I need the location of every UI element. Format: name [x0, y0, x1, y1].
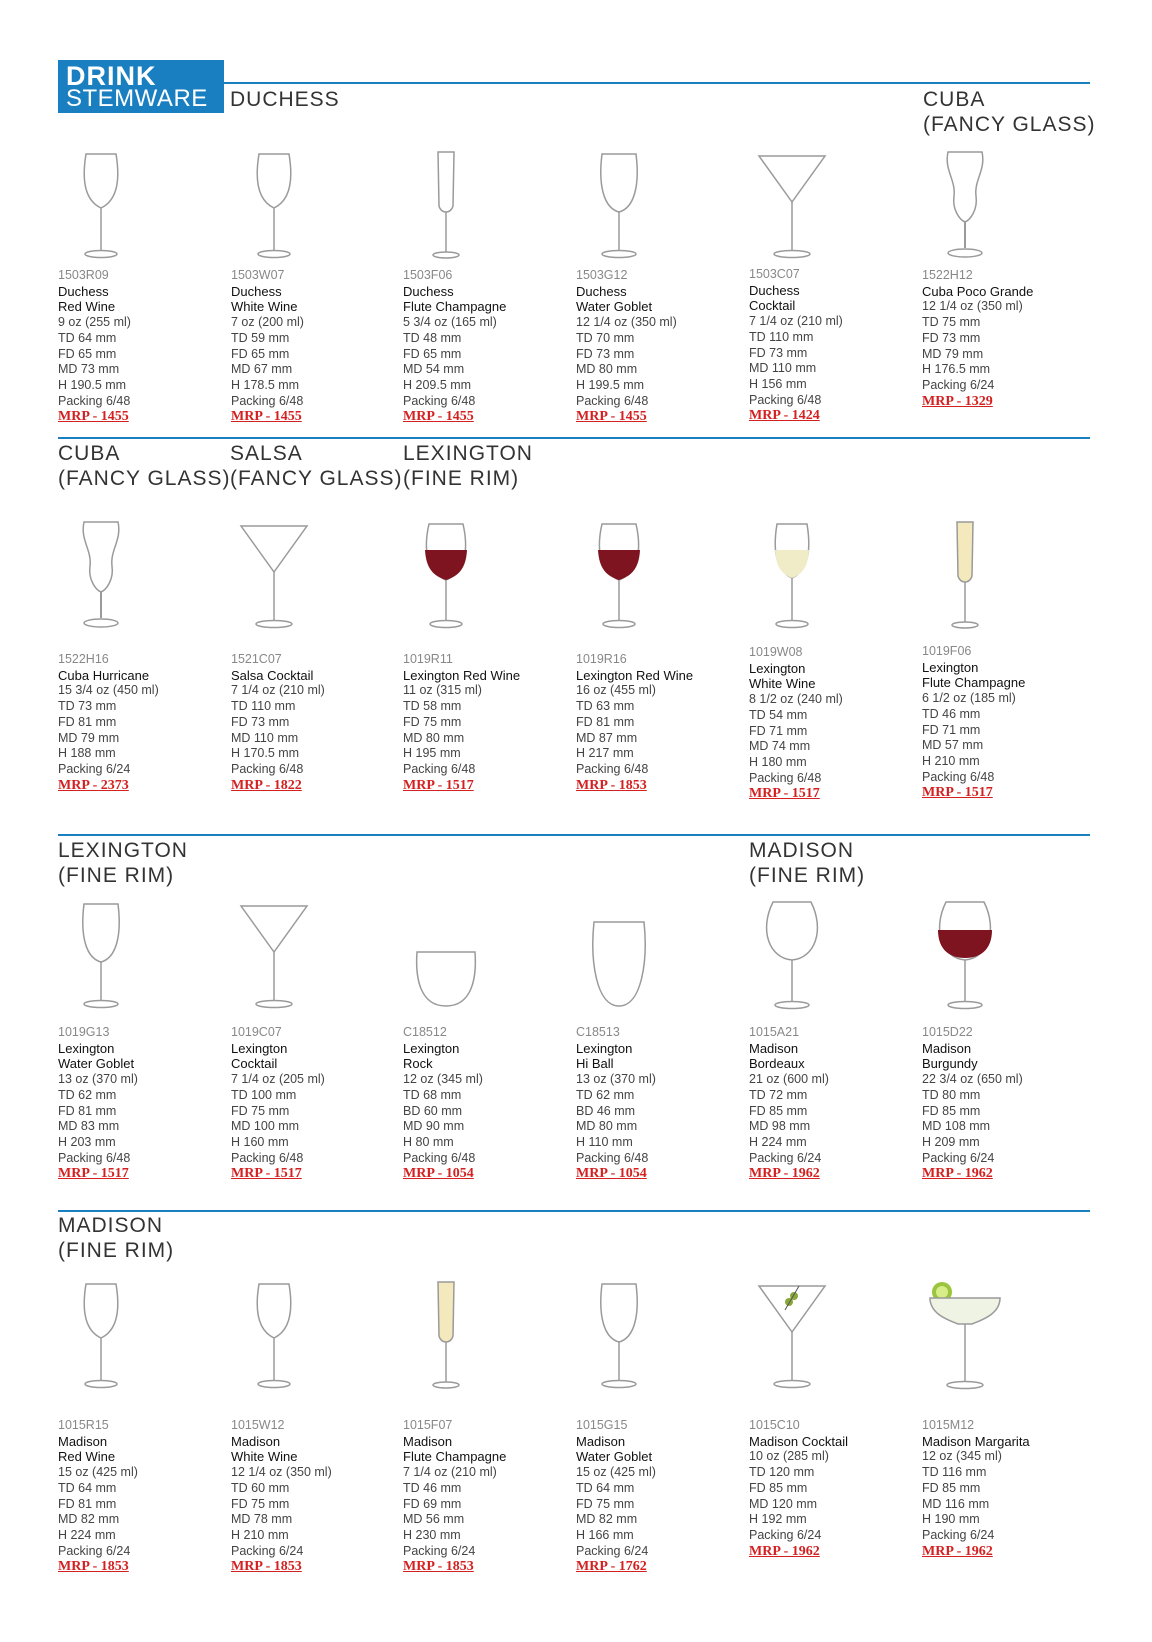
product-spec: FD 71 mm — [749, 723, 808, 738]
product-spec: 21 oz (600 ml) — [749, 1072, 829, 1087]
product-price: MRP - 1517 — [231, 1166, 302, 1182]
product-name: Madison Cocktail — [749, 1433, 848, 1449]
divider-1 — [224, 82, 1090, 84]
product-name: Duchess — [403, 283, 454, 299]
product-code: 1503F06 — [403, 268, 453, 282]
product-card — [231, 1025, 399, 1182]
product-spec: 7 1/4 oz (210 ml) — [403, 1465, 497, 1480]
product-variant: Cocktail — [231, 1056, 278, 1072]
product-spec: Packing 6/48 — [922, 769, 995, 784]
product-spec: FD 85 mm — [922, 1103, 981, 1118]
product-variant: Water Goblet — [58, 1056, 135, 1072]
product-spec: MD 120 mm — [749, 1496, 818, 1511]
wine-glass-icon — [229, 150, 319, 262]
product-spec: BD 46 mm — [576, 1103, 636, 1118]
product-spec: 12 1/4 oz (350 ml) — [922, 299, 1023, 314]
product-price: MRP - 1517 — [403, 777, 474, 793]
product-card — [231, 652, 399, 793]
product-spec: Packing 6/24 — [922, 377, 995, 392]
product-price: MRP - 1517 — [58, 1166, 129, 1182]
product-name: Madison — [922, 1040, 972, 1056]
product-spec: H 209 mm — [922, 1134, 980, 1149]
product-price: MRP - 1853 — [403, 1559, 474, 1575]
product-spec: H 188 mm — [58, 746, 116, 761]
red-wine-glass-icon — [401, 520, 491, 632]
product-spec: Packing 6/48 — [231, 761, 304, 776]
product-spec: H 160 mm — [231, 1134, 289, 1149]
section-title-cuba: CUBA (FANCY GLASS) — [923, 88, 1096, 136]
product-variant: White Wine — [749, 676, 816, 692]
product-spec: Packing 6/48 — [749, 392, 822, 407]
product-card — [749, 645, 917, 802]
product-name: Duchess — [576, 283, 627, 299]
product-spec: FD 71 mm — [922, 722, 981, 737]
product-name: Lexington — [922, 659, 979, 675]
wine-glass-icon — [56, 1280, 146, 1392]
product-card — [58, 652, 226, 793]
product-spec: TD 46 mm — [403, 1480, 462, 1495]
product-spec: FD 65 mm — [403, 346, 462, 361]
product-spec: TD 100 mm — [231, 1087, 297, 1102]
product-code: 1503R09 — [58, 268, 109, 282]
product-spec: H 180 mm — [749, 754, 807, 769]
white-wine-glass-icon — [747, 520, 837, 632]
product-spec: FD 65 mm — [58, 346, 117, 361]
product-spec: BD 60 mm — [403, 1103, 463, 1118]
goblet-glass-icon — [574, 1280, 664, 1392]
olive-cocktail-glass-icon — [747, 1280, 837, 1392]
product-card — [403, 268, 571, 425]
product-price: MRP - 1054 — [576, 1166, 647, 1182]
hurricane-glass-icon — [56, 520, 146, 632]
product-spec: H 224 mm — [58, 1527, 116, 1542]
product-spec: H 156 mm — [749, 376, 807, 391]
divider-4 — [58, 1210, 1090, 1212]
product-spec: FD 85 mm — [749, 1103, 808, 1118]
product-variant: Flute Champagne — [403, 299, 507, 315]
product-variant: Flute Champagne — [922, 675, 1026, 691]
divider-2 — [58, 437, 1090, 439]
product-spec: MD 108 mm — [922, 1119, 991, 1134]
product-price: MRP - 1517 — [922, 785, 993, 801]
product-spec: TD 48 mm — [403, 330, 462, 345]
product-code: 1522H16 — [58, 652, 109, 666]
product-spec: 15 oz (425 ml) — [576, 1465, 656, 1480]
product-name: Lexington — [58, 1040, 115, 1056]
product-spec: TD 73 mm — [58, 699, 117, 714]
product-spec: 16 oz (455 ml) — [576, 683, 656, 698]
product-card — [403, 652, 571, 793]
product-spec: H 178.5 mm — [231, 377, 300, 392]
product-spec: Packing 6/48 — [749, 770, 822, 785]
product-spec: TD 64 mm — [58, 1480, 117, 1495]
product-spec: 5 3/4 oz (165 ml) — [403, 315, 497, 330]
product-card — [403, 1418, 571, 1575]
product-spec: FD 81 mm — [58, 1496, 117, 1511]
section-title-madison: MADISON (FINE RIM) — [58, 1214, 175, 1262]
product-spec: MD 98 mm — [749, 1119, 811, 1134]
product-code: 1015G15 — [576, 1418, 628, 1432]
product-spec: H 110 mm — [576, 1134, 633, 1149]
product-spec: Packing 6/24 — [58, 761, 131, 776]
product-spec: FD 81 mm — [58, 714, 117, 729]
product-card — [576, 652, 744, 793]
product-spec: 15 oz (425 ml) — [58, 1465, 138, 1480]
product-price: MRP - 1853 — [231, 1559, 302, 1575]
section-title-lexington: LEXINGTON (FINE RIM) — [403, 442, 533, 490]
badge-title-bold: DRINK — [66, 61, 157, 91]
product-spec: TD 62 mm — [58, 1087, 117, 1102]
product-spec: Packing 6/24 — [58, 1543, 131, 1558]
product-price: MRP - 1054 — [403, 1166, 474, 1182]
product-spec: TD 110 mm — [749, 329, 814, 344]
product-spec: 6 1/2 oz (185 ml) — [922, 691, 1016, 706]
product-spec: FD 85 mm — [749, 1480, 808, 1495]
bordeaux-glass-icon — [747, 900, 837, 1012]
product-price: MRP - 2373 — [58, 777, 129, 793]
product-code: 1019F06 — [922, 644, 972, 658]
hurricane-glass-icon — [920, 150, 1010, 262]
product-spec: Packing 6/48 — [58, 393, 131, 408]
product-variant: Water Goblet — [576, 299, 653, 315]
divider-3 — [58, 834, 1090, 836]
product-spec: H 217 mm — [576, 746, 634, 761]
product-spec: FD 75 mm — [403, 714, 462, 729]
champagne-flute-icon — [401, 1280, 491, 1392]
product-name: Lexington — [231, 1040, 288, 1056]
product-name: Duchess — [749, 282, 800, 298]
product-code: 1019R11 — [403, 652, 453, 666]
product-code: 1015A21 — [749, 1025, 800, 1039]
product-spec: TD 62 mm — [576, 1087, 635, 1102]
product-price: MRP - 1329 — [922, 393, 993, 409]
product-spec: MD 78 mm — [231, 1512, 293, 1527]
product-variant: Red Wine — [58, 1449, 116, 1465]
wine-glass-icon — [56, 150, 146, 262]
product-price: MRP - 1962 — [749, 1166, 820, 1182]
section-title-salsa: SALSA (FANCY GLASS) — [230, 442, 403, 490]
product-spec: FD 85 mm — [922, 1480, 981, 1495]
product-spec: MD 110 mm — [231, 730, 299, 745]
product-spec: MD 80 mm — [576, 362, 638, 377]
product-price: MRP - 1455 — [58, 409, 129, 425]
product-card — [922, 1025, 1090, 1182]
red-wine-glass-icon — [574, 520, 664, 632]
product-card — [749, 267, 917, 424]
product-name: Lexington — [749, 660, 806, 676]
product-spec: 12 1/4 oz (350 ml) — [231, 1465, 332, 1480]
product-card — [58, 1418, 226, 1575]
product-spec: Packing 6/48 — [576, 393, 649, 408]
product-spec: 10 oz (285 ml) — [749, 1449, 829, 1464]
product-spec: H 190 mm — [922, 1512, 980, 1527]
product-spec: MD 87 mm — [576, 730, 638, 745]
product-variant: White Wine — [231, 299, 298, 315]
section-title-cuba: CUBA (FANCY GLASS) — [58, 442, 231, 490]
product-name: Salsa Cocktail — [231, 667, 314, 683]
product-spec: Packing 6/48 — [231, 393, 304, 408]
product-spec: MD 54 mm — [403, 362, 465, 377]
product-code: 1019R16 — [576, 652, 627, 666]
goblet-glass-icon — [56, 900, 146, 1012]
product-spec: FD 81 mm — [576, 714, 635, 729]
product-spec: 8 1/2 oz (240 ml) — [749, 692, 843, 707]
product-spec: MD 82 mm — [58, 1512, 120, 1527]
product-variant: Rock — [403, 1056, 433, 1072]
product-spec: FD 75 mm — [576, 1496, 635, 1511]
product-spec: MD 116 mm — [922, 1496, 990, 1511]
product-code: 1015C10 — [749, 1418, 800, 1432]
product-spec: FD 73 mm — [922, 330, 981, 345]
product-name: Madison — [576, 1433, 626, 1449]
product-spec: MD 82 mm — [576, 1512, 638, 1527]
cocktail-glass-icon — [229, 520, 319, 632]
product-card — [749, 1025, 917, 1182]
product-name: Madison — [231, 1433, 281, 1449]
product-spec: H 210 mm — [922, 753, 980, 768]
product-spec: H 192 mm — [749, 1512, 807, 1527]
product-price: MRP - 1853 — [576, 777, 647, 793]
product-spec: 12 oz (345 ml) — [403, 1072, 483, 1087]
product-name: Cuba Hurricane — [58, 667, 150, 683]
product-name: Madison Margarita — [922, 1433, 1030, 1449]
product-spec: H 224 mm — [749, 1134, 807, 1149]
product-spec: TD 64 mm — [58, 330, 117, 345]
product-variant: White Wine — [231, 1449, 298, 1465]
product-price: MRP - 1822 — [231, 777, 302, 793]
product-code: 1019C07 — [231, 1025, 282, 1039]
product-variant: Burgundy — [922, 1056, 978, 1072]
product-spec: Packing 6/48 — [403, 761, 476, 776]
product-spec: Packing 6/24 — [749, 1150, 822, 1165]
product-spec: H 195 mm — [403, 746, 461, 761]
product-spec: TD 70 mm — [576, 330, 635, 345]
product-price: MRP - 1962 — [922, 1166, 993, 1182]
product-spec: MD 67 mm — [231, 362, 293, 377]
flute-glass-icon — [401, 150, 491, 262]
product-spec: TD 60 mm — [231, 1480, 290, 1495]
product-card — [576, 1025, 744, 1182]
product-spec: FD 65 mm — [231, 346, 290, 361]
product-spec: H 170.5 mm — [231, 746, 300, 761]
product-spec: FD 75 mm — [231, 1103, 290, 1118]
product-card — [922, 644, 1090, 801]
product-name: Cuba Poco Grande — [922, 283, 1034, 299]
product-spec: H 230 mm — [403, 1527, 461, 1542]
product-card — [58, 1025, 226, 1182]
product-code: 1019W08 — [749, 645, 803, 659]
product-spec: 11 oz (315 ml) — [403, 683, 482, 698]
product-spec: Packing 6/48 — [403, 393, 476, 408]
product-spec: MD 110 mm — [749, 361, 817, 376]
product-name: Duchess — [231, 283, 282, 299]
product-spec: MD 100 mm — [231, 1119, 300, 1134]
product-variant: Flute Champagne — [403, 1449, 507, 1465]
product-spec: TD 116 mm — [922, 1465, 987, 1480]
product-code: 1015W12 — [231, 1418, 285, 1432]
product-spec: 12 oz (345 ml) — [922, 1449, 1002, 1464]
product-spec: MD 73 mm — [58, 362, 120, 377]
product-spec: 7 1/4 oz (205 ml) — [231, 1072, 325, 1087]
product-code: 1522H12 — [922, 268, 973, 282]
product-spec: H 209.5 mm — [403, 377, 472, 392]
product-name: Lexington — [403, 1040, 460, 1056]
product-card — [231, 268, 399, 425]
product-spec: H 190.5 mm — [58, 377, 127, 392]
product-price: MRP - 1517 — [749, 786, 820, 802]
product-spec: TD 68 mm — [403, 1087, 462, 1102]
product-spec: 13 oz (370 ml) — [576, 1072, 656, 1087]
product-name: Duchess — [58, 283, 109, 299]
product-spec: MD 79 mm — [58, 730, 120, 745]
product-spec: TD 54 mm — [749, 707, 808, 722]
margarita-glass-icon — [920, 1280, 1010, 1392]
product-name: Madison — [749, 1040, 799, 1056]
product-spec: MD 83 mm — [58, 1119, 120, 1134]
product-name: Lexington Red Wine — [576, 667, 694, 683]
product-spec: MD 90 mm — [403, 1119, 465, 1134]
cocktail-glass-icon — [229, 900, 319, 1012]
product-spec: MD 74 mm — [749, 739, 811, 754]
product-spec: H 203 mm — [58, 1134, 116, 1149]
product-spec: H 210 mm — [231, 1527, 289, 1542]
product-spec: 7 oz (200 ml) — [231, 315, 304, 330]
product-code: 1019G13 — [58, 1025, 110, 1039]
product-price: MRP - 1762 — [576, 1559, 647, 1575]
product-spec: 15 3/4 oz (450 ml) — [58, 683, 159, 698]
product-spec: FD 73 mm — [231, 714, 290, 729]
product-code: 1503W07 — [231, 268, 285, 282]
product-spec: Packing 6/48 — [58, 1150, 131, 1165]
product-price: MRP - 1455 — [576, 409, 647, 425]
product-code: 1521C07 — [231, 652, 282, 666]
product-price: MRP - 1962 — [922, 1543, 993, 1559]
product-card — [576, 268, 744, 425]
product-spec: TD 64 mm — [576, 1480, 635, 1495]
product-spec: H 176.5 mm — [922, 362, 991, 377]
cocktail-glass-icon — [747, 150, 837, 262]
product-price: MRP - 1455 — [231, 409, 302, 425]
rock-glass-icon — [401, 900, 491, 1012]
hiball-glass-icon — [574, 900, 664, 1012]
product-card — [922, 1418, 1090, 1559]
product-spec: Packing 6/24 — [922, 1527, 995, 1542]
badge-title-light: STEMWARE — [66, 85, 208, 112]
product-code: C18513 — [576, 1025, 620, 1039]
product-price: MRP - 1455 — [403, 409, 474, 425]
section-title-duchess: DUCHESS — [230, 88, 340, 111]
product-code: 1015D22 — [922, 1025, 973, 1039]
product-card — [58, 268, 226, 425]
product-spec: FD 73 mm — [576, 346, 635, 361]
product-spec: TD 80 mm — [922, 1087, 981, 1102]
product-spec: H 80 mm — [403, 1134, 454, 1149]
product-card — [231, 1418, 399, 1575]
product-spec: TD 63 mm — [576, 699, 635, 714]
product-spec: TD 110 mm — [231, 699, 296, 714]
section-title-lexington: LEXINGTON (FINE RIM) — [58, 839, 188, 887]
product-price: MRP - 1424 — [749, 408, 820, 424]
product-spec: FD 73 mm — [749, 345, 808, 360]
product-name: Lexington — [576, 1040, 633, 1056]
product-variant: Cocktail — [749, 298, 796, 314]
product-spec: 7 1/4 oz (210 ml) — [231, 683, 325, 698]
product-code: C18512 — [403, 1025, 447, 1039]
product-spec: Packing 6/48 — [576, 761, 649, 776]
product-spec: MD 80 mm — [403, 730, 465, 745]
product-spec: FD 75 mm — [231, 1496, 290, 1511]
champagne-flute-icon — [920, 520, 1010, 632]
product-spec: Packing 6/24 — [922, 1150, 995, 1165]
product-variant: Bordeaux — [749, 1056, 805, 1072]
product-variant: Hi Ball — [576, 1056, 614, 1072]
product-code: 1503G12 — [576, 268, 628, 282]
product-price: MRP - 1853 — [58, 1559, 129, 1575]
product-spec: 9 oz (255 ml) — [58, 315, 131, 330]
product-spec: H 199.5 mm — [576, 377, 645, 392]
product-card — [749, 1418, 917, 1559]
burgundy-glass-icon — [920, 900, 1010, 1012]
product-card — [403, 1025, 571, 1182]
product-spec: TD 75 mm — [922, 315, 981, 330]
product-spec: 7 1/4 oz (210 ml) — [749, 314, 843, 329]
product-code: 1015F07 — [403, 1418, 453, 1432]
product-variant: Red Wine — [58, 299, 116, 315]
product-variant: Water Goblet — [576, 1449, 653, 1465]
product-code: 1015M12 — [922, 1418, 975, 1432]
product-spec: MD 80 mm — [576, 1119, 638, 1134]
product-spec: 13 oz (370 ml) — [58, 1072, 138, 1087]
product-spec: 22 3/4 oz (650 ml) — [922, 1072, 1023, 1087]
product-spec: MD 79 mm — [922, 346, 984, 361]
product-spec: TD 72 mm — [749, 1087, 808, 1102]
product-card — [922, 268, 1090, 409]
product-price: MRP - 1962 — [749, 1543, 820, 1559]
product-code: 1015R15 — [58, 1418, 109, 1432]
product-spec: H 166 mm — [576, 1527, 634, 1542]
product-spec: FD 69 mm — [403, 1496, 462, 1511]
product-name: Lexington Red Wine — [403, 667, 521, 683]
product-spec: MD 56 mm — [403, 1512, 465, 1527]
product-name: Madison — [403, 1433, 453, 1449]
product-name: Madison — [58, 1433, 108, 1449]
product-spec: 12 1/4 oz (350 ml) — [576, 315, 677, 330]
product-code: 1503C07 — [749, 267, 800, 281]
product-spec: TD 120 mm — [749, 1465, 815, 1480]
product-spec: Packing 6/24 — [231, 1543, 304, 1558]
product-spec: FD 81 mm — [58, 1103, 117, 1118]
product-spec: TD 59 mm — [231, 330, 290, 345]
product-spec: Packing 6/24 — [749, 1527, 822, 1542]
wine-glass-icon — [229, 1280, 319, 1392]
product-spec: TD 58 mm — [403, 699, 462, 714]
product-spec: TD 46 mm — [922, 706, 981, 721]
section-title-madison: MADISON (FINE RIM) — [749, 839, 866, 887]
product-spec: Packing 6/48 — [231, 1150, 304, 1165]
drink-stemware-badge — [58, 60, 224, 113]
goblet-glass-icon — [574, 150, 664, 262]
product-spec: Packing 6/48 — [403, 1150, 476, 1165]
product-spec: Packing 6/24 — [403, 1543, 476, 1558]
product-spec: Packing 6/24 — [576, 1543, 649, 1558]
product-spec: MD 57 mm — [922, 738, 984, 753]
product-spec: Packing 6/48 — [576, 1150, 649, 1165]
product-card — [576, 1418, 744, 1575]
